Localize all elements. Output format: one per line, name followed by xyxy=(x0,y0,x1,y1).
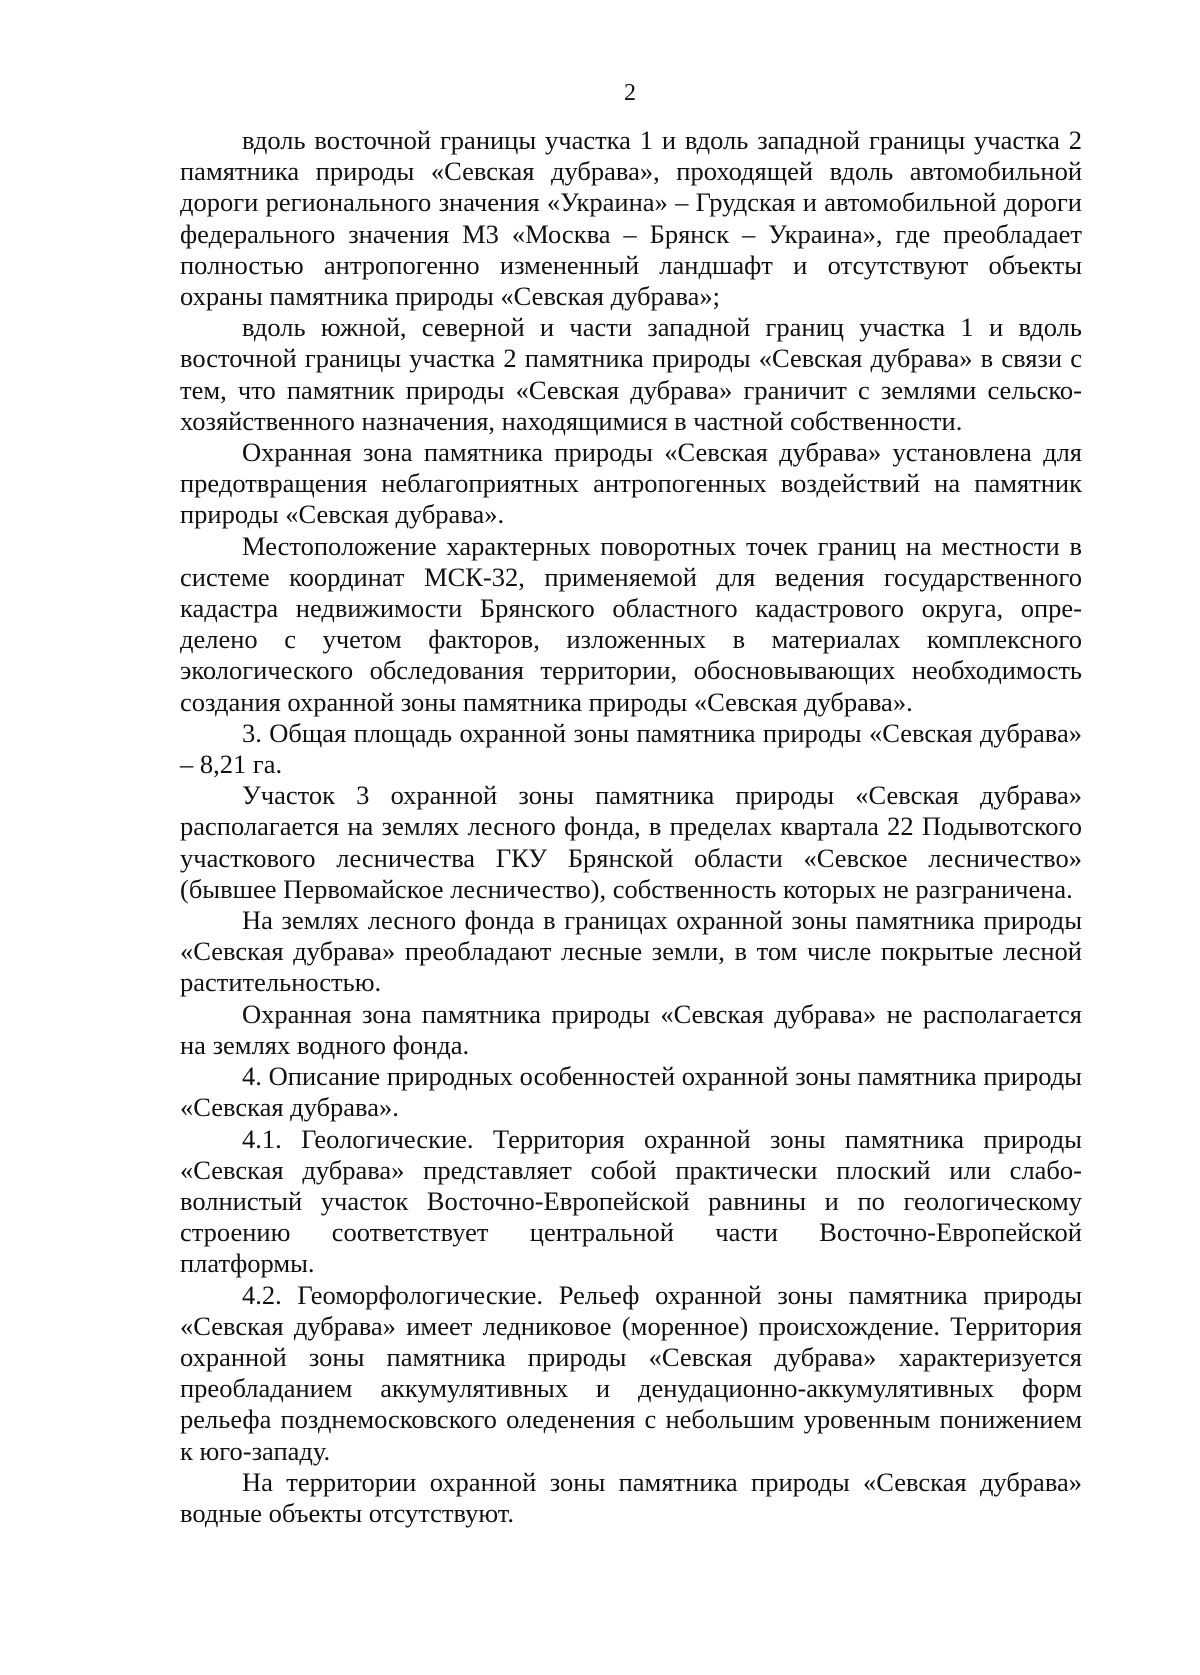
paragraph-coordinates: Местоположение характерных поворотных точек границ на местности в системе координат МСК-32, применяемой для ведения государственного кадастра недвижимости Брянского областного кадастрового округа, определено с учетом факторов, изложенных в материалах комплексного экологического обследования территории, обосновывающих необходимость создания охранной зоны памятника природы «Севская дубрава». xyxy=(180,530,1082,717)
paragraph-section-4-title: 4. Описание природных особенностей охранной зоны памятника природы «Севская дубрава». xyxy=(180,1061,1082,1123)
paragraph-eastern-boundary: вдоль восточной границы участка 1 и вдоль западной границы участка 2 памятника природы «Севская дубрава», проходящей вдоль автомобильной дороги регионального значения «Украина» – Грудская и автомобильной дороги федерального значения М3 «Москва – Брянск – Украина», где преобладает полностью антропогенно измененный ландшафт и отсутствуют объекты охраны памятника природы «Севская дубрава»; xyxy=(180,125,1082,312)
paragraph-water-objects: На территории охранной зоны памятника природы «Севская дубрава» водные объекты отсутствуют. xyxy=(180,1466,1082,1528)
paragraph-zone-purpose: Охранная зона памятника природы «Севская дубрава» установлена для предотвращения неблагоприятных антропогенных воздействий на памятник природы «Севская дубрава». xyxy=(180,437,1082,530)
paragraph-plot-3-location: Участок 3 охранной зоны памятника природы «Севская дубрава» располагается на землях лесного фонда, в пределах квартала 22 Подывотского участкового лесничества ГКУ Брянской области «Севское лесничество» (бывшее Первомайское лесничество), собственность которых не разграничена. xyxy=(180,780,1082,904)
page-number: 2 xyxy=(624,80,636,106)
paragraph-southern-boundary: вдоль южной, северной и части западной границ участка 1 и вдоль восточной границы участка 2 памятника природы «Севская дубрава» в связи с тем, что памятник природы «Севская дубрава» граничит с землями сельскохозяйственного назначения, находящимися в частной собственности. xyxy=(180,312,1082,436)
document-body xyxy=(180,125,1082,1529)
paragraph-water-fund: Охранная зона памятника природы «Севская дубрава» не располагается на землях водного фонда. xyxy=(180,998,1082,1060)
paragraph-section-4-2-geomorphology: 4.2. Геоморфологические. Рельеф охранной зоны памятника природы «Севская дубрава» имеет ледниковое (моренное) происхождение. Территория охранной зоны памятника природы «Севская дубрава» характеризуется преобладанием аккумулятивных и денудационно-аккумулятивных форм рельефа позднемосковского оледенения с небольшим уровенным понижением к юго-западу. xyxy=(180,1279,1082,1466)
paragraph-section-3-area: 3. Общая площадь охранной зоны памятника природы «Севская дубрава» – 8,21 га. xyxy=(180,717,1082,780)
paragraph-forest-lands: На землях лесного фонда в границах охранной зоны памятника природы «Севская дубрава» преобладают лесные земли, в том числе покрытые лесной растительностью. xyxy=(180,905,1082,998)
paragraph-section-4-1-geology: 4.1. Геологические. Территория охранной зоны памятника природы «Севская дубрава» представляет собой практически плоский или слабоволнистый участок Восточно-Европейской равнины и по геологическому строению соответствует центральной части Восточно-Европейской платформы. xyxy=(180,1123,1082,1279)
